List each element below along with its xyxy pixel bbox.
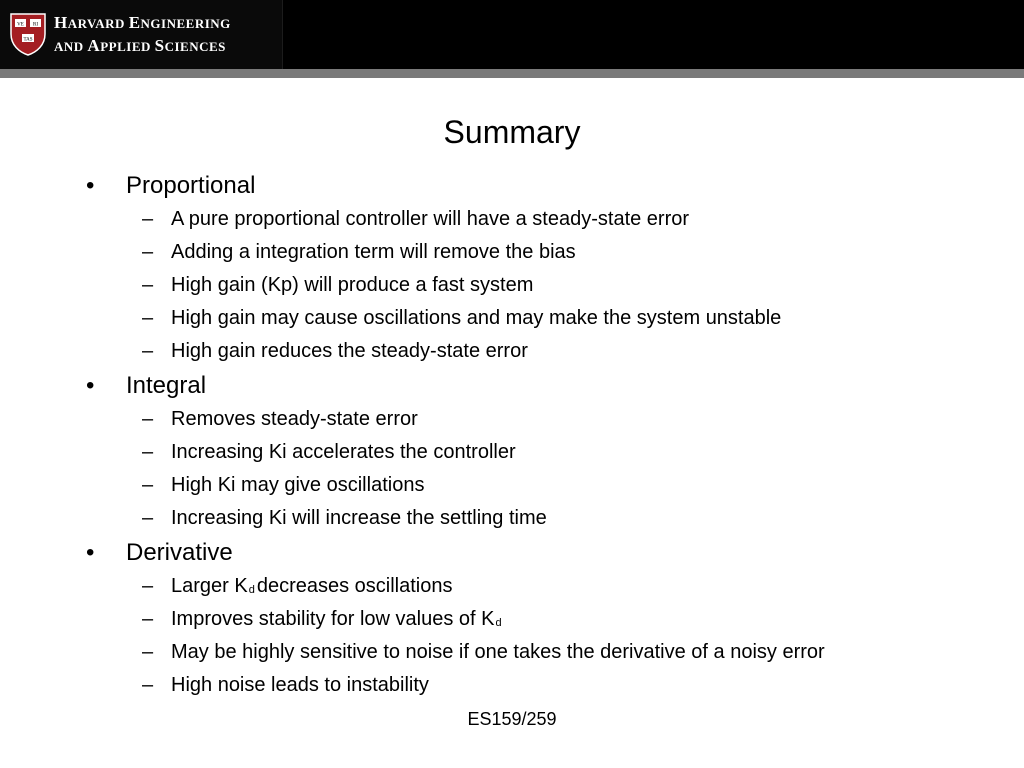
list-item: – May be highly sensitive to noise if one takes the derivative of a noisy error [0, 636, 1024, 669]
dash-icon: – [142, 208, 154, 230]
shield-text-tas: TAS [23, 37, 33, 43]
list-item: – High gain reduces the steady-state error [0, 335, 1024, 368]
dash-icon: – [142, 608, 154, 630]
list-item: – Increasing Ki will increase the settling time [0, 502, 1024, 535]
dash-icon: – [142, 674, 154, 696]
slide-body [0, 168, 1024, 702]
slide-title: Summary [443, 114, 581, 150]
subscript: d [248, 584, 255, 596]
dash-icon: – [142, 474, 154, 496]
list-item: – High gain (Kp) will produce a fast system [0, 269, 1024, 302]
subscript: d [495, 617, 502, 629]
list-item: – High gain may cause oscillations and may make the system unstable [0, 302, 1024, 335]
list-item: – Adding a integration term will remove the bias [0, 236, 1024, 269]
bullet-icon: • [86, 372, 95, 399]
list-item: – High Ki may give oscillations [0, 469, 1024, 502]
school-name [54, 12, 231, 58]
section-heading: Derivative [126, 539, 233, 566]
dash-icon: – [142, 641, 154, 663]
list-item: – Increasing Ki accelerates the controller [0, 436, 1024, 469]
harvard-shield-icon [9, 12, 47, 56]
dash-icon: – [142, 274, 154, 296]
list-item: – Removes steady-state error [0, 403, 1024, 436]
school-name-line2: AND APPLIED SCIENCES [54, 36, 226, 55]
shield-text-ve: VE [17, 22, 24, 28]
list-item: – A pure proportional controller will have a steady-state error [0, 203, 1024, 236]
dash-icon: – [142, 307, 154, 329]
slide-footer: ES159/259 [467, 709, 557, 729]
dash-icon: – [142, 408, 154, 430]
section-derivative [0, 536, 1024, 570]
dash-icon: – [142, 241, 154, 263]
list-item: – Larger Kd decreases oscillations [0, 570, 1024, 603]
bullet-icon: • [86, 539, 95, 566]
school-logo [0, 0, 283, 69]
section-proportional [0, 169, 1024, 203]
dash-icon: – [142, 575, 154, 597]
header-divider [0, 69, 1024, 78]
list-item: – Improves stability for low values of Kd [0, 603, 1024, 636]
list-item: – High noise leads to instability [0, 669, 1024, 702]
section-integral [0, 369, 1024, 403]
school-name-line1: HARVARD ENGINEERING [54, 13, 231, 32]
section-heading: Proportional [126, 172, 256, 199]
bullet-icon: • [86, 172, 95, 199]
dash-icon: – [142, 340, 154, 362]
section-heading: Integral [126, 372, 207, 399]
dash-icon: – [142, 507, 154, 529]
shield-text-ri: RI [33, 22, 38, 28]
dash-icon: – [142, 441, 154, 463]
